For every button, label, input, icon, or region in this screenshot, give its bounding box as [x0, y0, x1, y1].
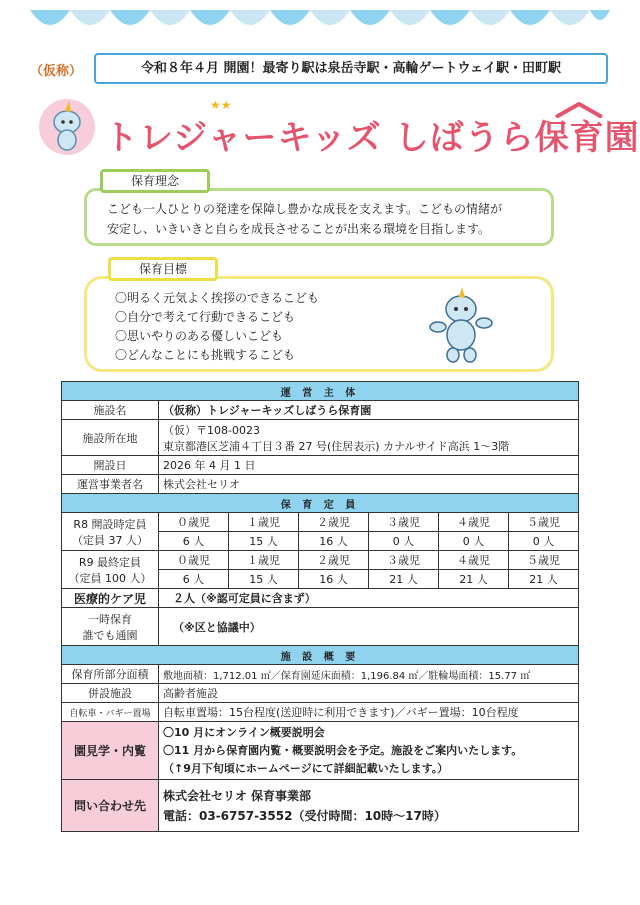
unicorn-mascot-badge-icon — [38, 98, 96, 156]
capacity-section-header: 保 育 定 員 — [62, 494, 579, 513]
age-header: ０歳児 — [159, 551, 229, 570]
bunting-decoration — [30, 0, 610, 40]
provisional-tag: （仮称） — [30, 64, 83, 79]
company-label: 運営事業者名 — [62, 475, 159, 494]
goals-label: 保育目標 — [108, 257, 218, 281]
goal-item: 〇思いやりのある優しいこども — [115, 329, 284, 343]
r8-capacity-cell: 15 人 — [229, 532, 299, 551]
r9-label-main: R9 最終定員 — [78, 555, 142, 569]
temporary-care-value: （※区と協議中） — [159, 608, 579, 646]
open-date-label: 開設日 — [62, 456, 159, 475]
area-label: 保育所部分面積 — [62, 665, 159, 684]
r8-capacity-cell: 0 人 — [439, 532, 509, 551]
r8-capacity-cell: 16 人 — [299, 532, 369, 551]
combined-facility-value: 高齢者施設 — [159, 684, 579, 703]
age-header: ５歳児 — [509, 551, 579, 570]
tour-line-2: 〇11 月から保育園内覧・概要説明会を予定。施設をご案内いたします。 — [163, 743, 523, 757]
r8-capacity-cell: 0 人 — [369, 532, 439, 551]
name-value: （仮称）トレジャーキッズしばうら保育園 — [159, 401, 579, 420]
contact-value — [159, 780, 579, 832]
age-header: １歳児 — [229, 513, 299, 532]
company-value: 株式会社セリオ — [159, 475, 579, 494]
age-header: ５歳児 — [509, 513, 579, 532]
temporary-care-label-1: 一時保育 — [88, 612, 132, 626]
r8-capacity-cell: 6 人 — [159, 532, 229, 551]
facility-info-table — [61, 381, 579, 832]
r9-label — [62, 551, 159, 589]
announcement-banner: 令和８年４月 開園！最寄り駅は泉岳寺駅・高輪ゲートウェイ駅・田町駅 — [94, 53, 608, 84]
goal-item: 〇どんなことにも挑戦するこども — [115, 348, 296, 362]
tour-label: 園見学・内覧 — [62, 722, 159, 780]
age-header: ３歳児 — [369, 551, 439, 570]
roof-icon — [554, 102, 604, 118]
operator-section-header: 運 営 主 体 — [62, 382, 579, 401]
combined-facility-label: 併設施設 — [62, 684, 159, 703]
title-row — [38, 98, 640, 168]
philosophy-line-1: こども一人ひとりの発達を保障し豊かな成長を支えます。こどもの情緒が — [107, 202, 503, 216]
stars-decoration-icon: ★★ — [210, 98, 232, 112]
r8-label — [62, 513, 159, 551]
medical-care-value: ２人（※認可定員に含まず） — [159, 589, 579, 608]
age-header: ２歳児 — [299, 551, 369, 570]
philosophy-label: 保育理念 — [100, 169, 210, 193]
tour-line-3: （↑9月下旬頃にホームページにて詳細記載いたします。） — [163, 761, 449, 775]
contact-phone: 電話：03-6757-3552（受付時間：10時～17時） — [163, 808, 446, 823]
tour-line-1: 〇10 月にオンライン概要説明会 — [163, 725, 325, 739]
address-line-1: （仮）〒108-0023 — [163, 423, 260, 437]
r9-capacity-cell: 21 人 — [509, 570, 579, 589]
age-header: １歳児 — [229, 551, 299, 570]
address-value — [159, 420, 579, 456]
r9-capacity-cell: 16 人 — [299, 570, 369, 589]
philosophy-box — [84, 188, 554, 246]
age-header: ３歳児 — [369, 513, 439, 532]
r9-capacity-cell: 6 人 — [159, 570, 229, 589]
address-label: 施設所在地 — [62, 420, 159, 456]
address-line-2: 東京都港区芝浦４丁目３番 27 号(住居表示) カナルサイド高浜 1～3階 — [163, 439, 510, 453]
announcement-row — [30, 53, 608, 85]
age-header: ０歳児 — [159, 513, 229, 532]
tour-value — [159, 722, 579, 780]
age-header: ２歳児 — [299, 513, 369, 532]
temporary-care-label-2: 誰でも通園 — [82, 628, 138, 642]
name-label: 施設名 — [62, 401, 159, 420]
r9-capacity-cell: 15 人 — [229, 570, 299, 589]
r9-capacity-cell: 21 人 — [439, 570, 509, 589]
contact-label: 問い合わせ先 — [62, 780, 159, 832]
medical-care-label: 医療的ケア児 — [62, 589, 159, 608]
goal-item: 〇明るく元気よく挨拶のできるこども — [115, 291, 320, 305]
age-header: ４歳児 — [439, 513, 509, 532]
nursery-title: トレジャーキッズ しばうら保育園 — [104, 118, 640, 158]
goal-item: 〇自分で考えて行動できるこども — [115, 310, 296, 324]
philosophy-line-2: 安定し、いきいきと自らを成長させることが出来る環境を目指します。 — [107, 222, 491, 236]
facility-section-header: 施 設 概 要 — [62, 646, 579, 665]
r9-capacity-cell: 21 人 — [369, 570, 439, 589]
unicorn-mascot-icon — [428, 287, 494, 363]
r8-label-sub: （定員 37 人） — [72, 533, 148, 547]
r8-label-main: R8 開設時定員 — [73, 517, 147, 531]
parking-value: 自転車置場：15台程度(送迎時に利用できます)／バギー置場：10台程度 — [159, 703, 579, 722]
area-value: 敷地面積：1,712.01 ㎡／保育園延床面積：1,196.84 ㎡／駐輪場面積：15.77 ㎡ — [159, 665, 579, 684]
open-date-value: 2026 年 4 月 1 日 — [159, 456, 579, 475]
age-header: ４歳児 — [439, 551, 509, 570]
contact-line-1: 株式会社セリオ 保育事業部 — [163, 788, 312, 803]
r8-capacity-cell: 0 人 — [509, 532, 579, 551]
temporary-care-label — [62, 608, 159, 646]
r9-label-sub: （定員 100 人） — [68, 571, 152, 585]
parking-label: 自転車・バギー置場 — [62, 703, 159, 722]
